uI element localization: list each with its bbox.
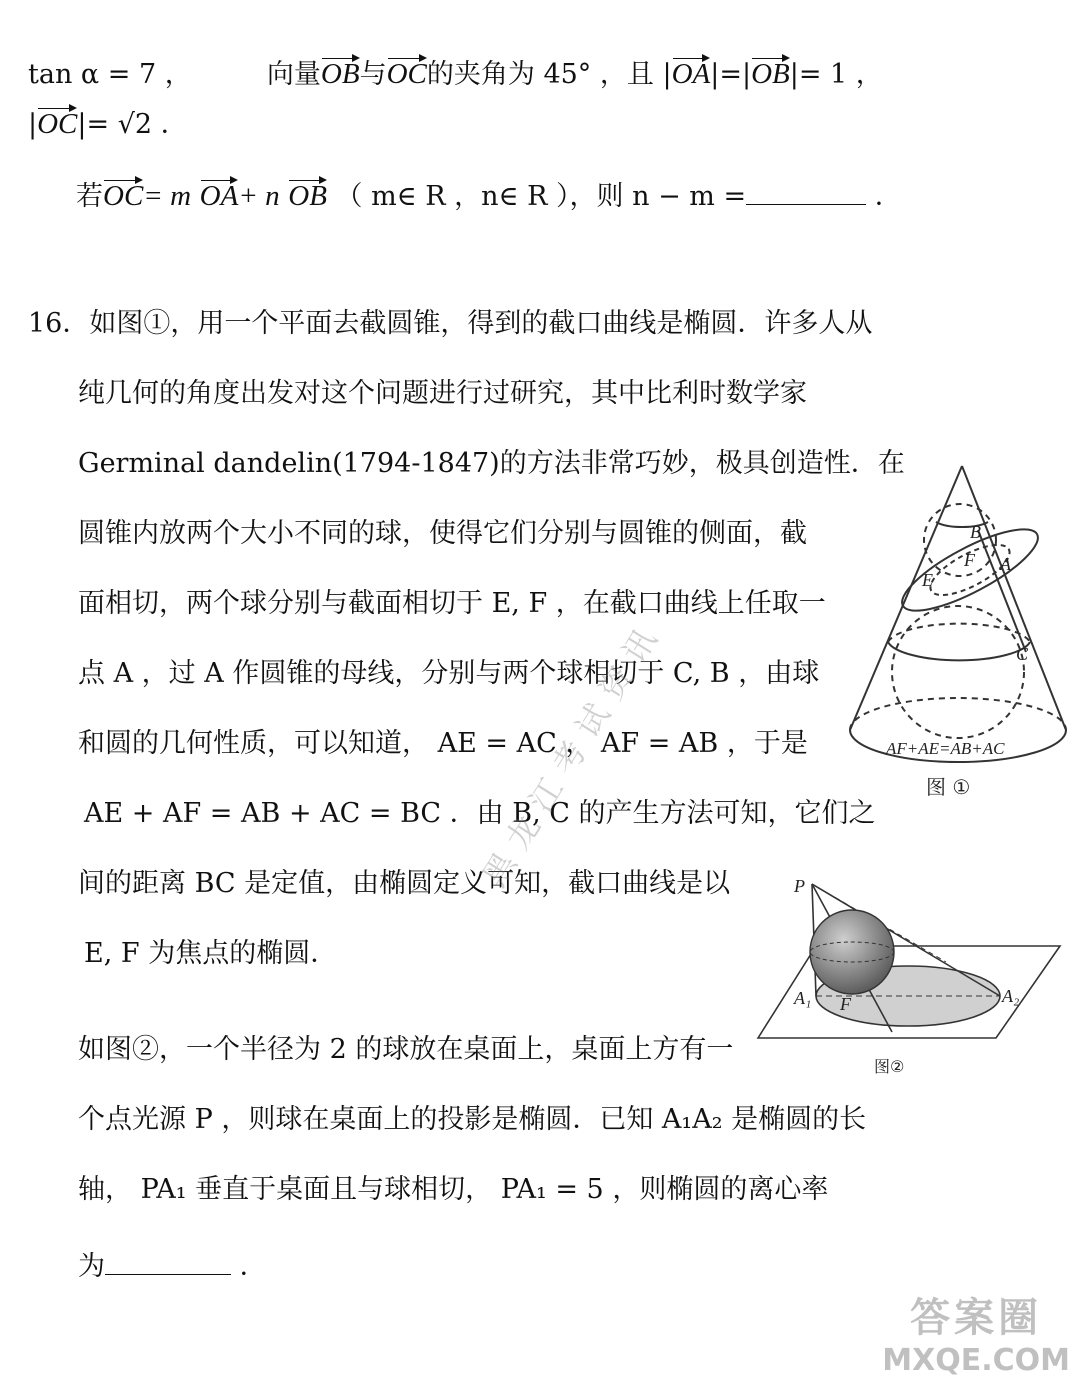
vector-OB-2: OB: [751, 58, 790, 90]
mid-text: |=|: [710, 59, 752, 90]
sqrt-two: |= √2 ．: [77, 109, 188, 140]
figure-2-projection: [756, 870, 1066, 1080]
q16-line-1: 16．如图①，用一个平面去截圆锥，得到的截口曲线是椭圆．许多人从: [28, 308, 873, 339]
vector-text: 向量: [266, 59, 321, 90]
period-16: ．: [239, 1251, 267, 1282]
vector-OB-3: OB: [288, 180, 327, 212]
vector-OA: OA: [671, 58, 711, 90]
label-C: C: [1016, 644, 1029, 664]
eq-one: |= 1 ，: [789, 59, 883, 90]
figure-1-caption: 图 ①: [926, 775, 971, 799]
label-A: A: [1000, 554, 1011, 574]
if-text: 若: [76, 181, 103, 212]
answer-blank-16: [105, 1248, 231, 1275]
abs-open: |: [28, 109, 38, 140]
label-F: F: [964, 550, 975, 570]
top-line-1: [28, 56, 883, 93]
q16-line-9: 间的距离 BC 是定值，由椭圆定义可知，截口曲线是以: [78, 868, 731, 899]
with-text: 与: [359, 59, 387, 90]
vector-OC: OC: [386, 58, 427, 90]
q16-line-2: 纯几何的角度出发对这个问题进行过研究，其中比利时数学家: [78, 378, 807, 409]
q16-line-3: Germinal dandelin(1794-1847)的方法非常巧妙，极具创造性．在: [78, 448, 905, 479]
period: ．: [874, 181, 902, 212]
eq-m: = m: [143, 180, 192, 212]
logo-bottom: MXQE.COM: [882, 1343, 1070, 1378]
q16-line-14: [78, 1248, 267, 1285]
logo-top: 答案圈: [910, 1295, 1043, 1341]
site-logo: [882, 1286, 1070, 1378]
label-P: P: [794, 876, 805, 896]
formula-AF-AE: AF+AE=AB+AC: [886, 739, 1005, 758]
q16-line-4: 圆锥内放两个大小不同的球，使得它们分别与圆锥的侧面，截: [78, 518, 807, 549]
vector-OA-2: OA: [199, 180, 239, 212]
vector-OC-2: OC: [37, 108, 78, 140]
figure-1-cone: [840, 460, 1080, 800]
q16-line-13: 轴， PA₁ 垂直于桌面且与球相切， PA₁ = 5 ，则椭圆的离心率: [78, 1174, 829, 1205]
figure-2-caption: 图②: [874, 1057, 905, 1076]
q16-line-8: AE + AF = AB + AC = BC ．由 B, C 的产生方法可知，它们之: [84, 798, 876, 829]
domain-text: （ m∈ R ，n∈ R ），则 n − m =: [335, 181, 747, 212]
q16-line-10: E, F 为焦点的椭圆．: [84, 938, 338, 969]
top-line-3: [76, 178, 902, 215]
top-line-2: [28, 106, 188, 143]
label-A1: A₁: [794, 988, 812, 1008]
q16-line-5: 面相切，两个球分别与截面相切于 E, F ，在截口曲线上任取一: [78, 588, 826, 619]
q16-line-6: 点 A ，过 A 作圆锥的母线，分别与两个球相切于 C, B ，由球: [78, 658, 820, 689]
label-E: E: [922, 570, 933, 590]
angle-text: 的夹角为 45° ，且 |: [426, 59, 672, 90]
q16-line-11: 如图②，一个半径为 2 的球放在桌面上，桌面上方有一: [78, 1034, 734, 1065]
label-B: B: [970, 522, 981, 542]
label-A2: A₂: [1002, 986, 1020, 1006]
vector-OC-3: OC: [103, 180, 144, 212]
answer-blank-15: [746, 178, 866, 205]
q16-line-12: 个点光源 P ，则球在桌面上的投影是椭圆．已知 A₁A₂ 是椭圆的长: [78, 1104, 867, 1135]
vector-OB: OB: [320, 58, 360, 90]
tan-condition: tan α = 7 ，: [28, 59, 192, 90]
watermark-text: 黑龙江考试资讯: [475, 611, 671, 894]
q16-line-7: 和圆的几何性质，可以知道， AE = AC ， AF = AB ，于是: [78, 728, 808, 759]
plus-n: + n: [238, 180, 280, 212]
label-F2: F: [840, 994, 851, 1014]
wei-text: 为: [78, 1251, 105, 1282]
